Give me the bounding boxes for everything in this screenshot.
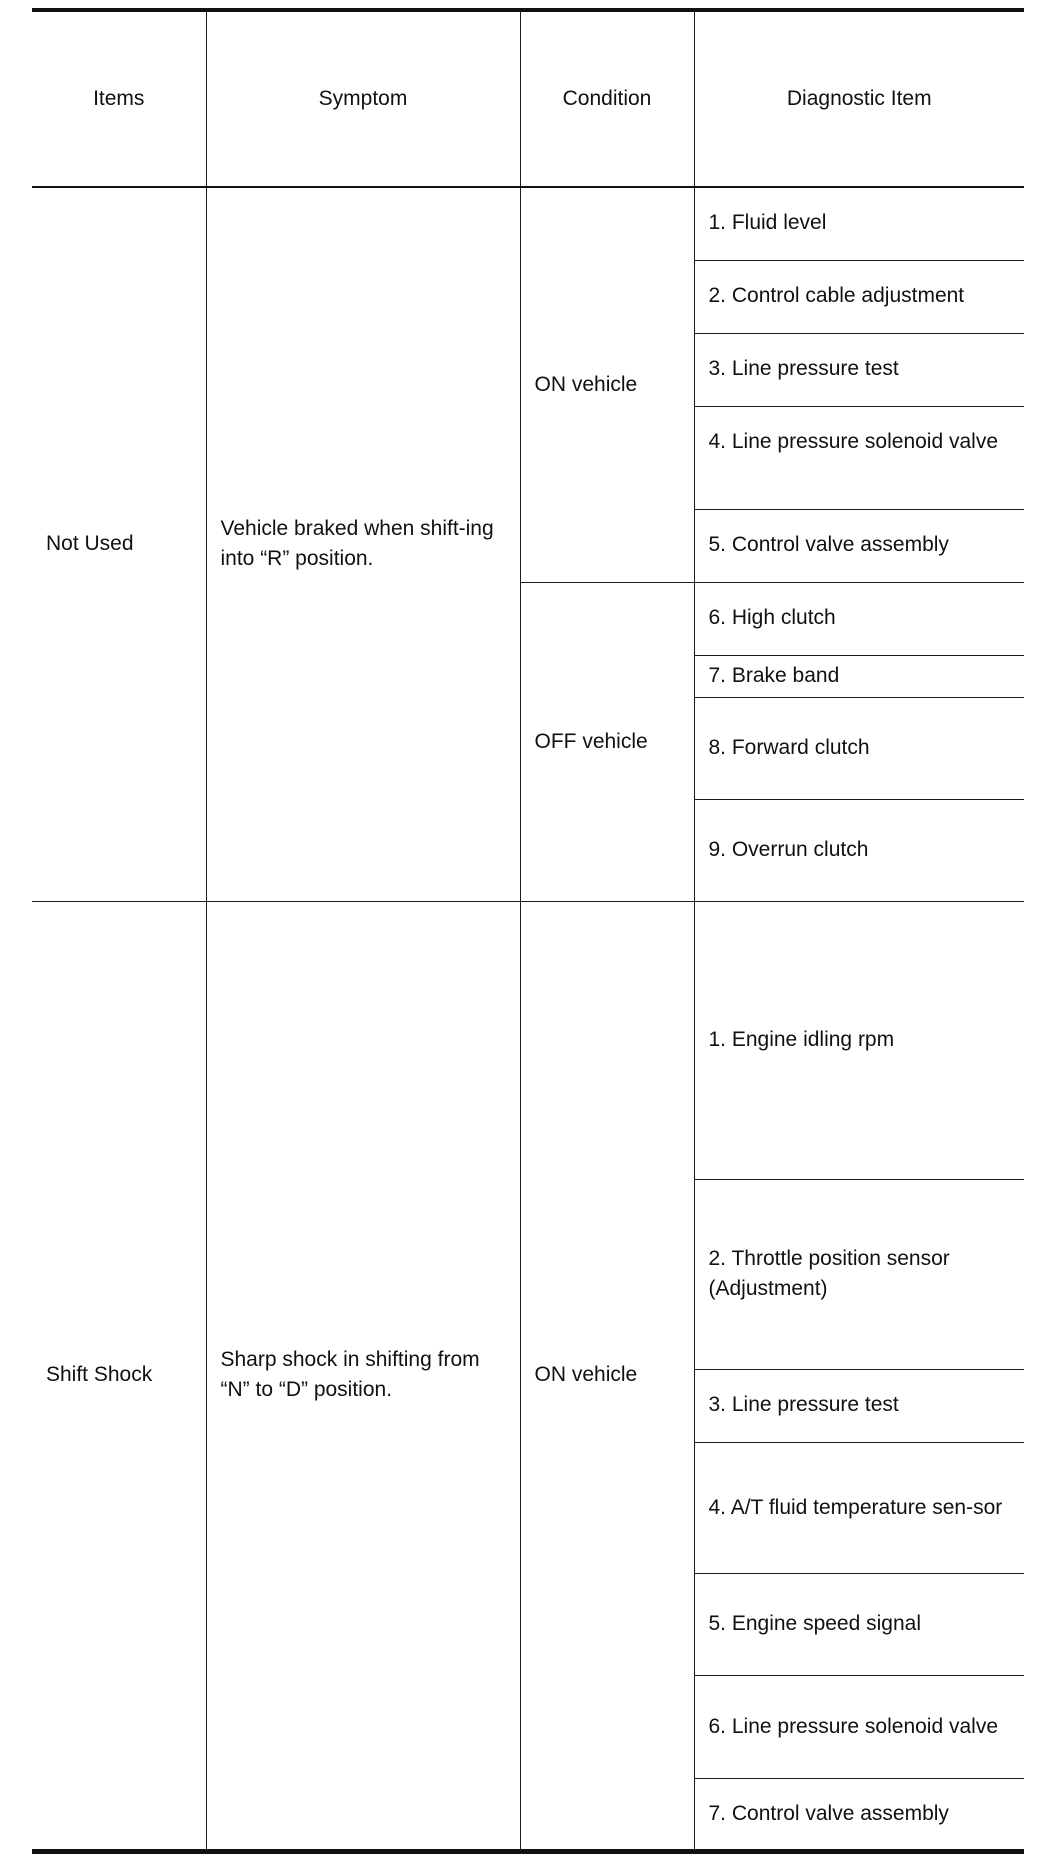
diagnostic-item: 7. Brake band	[694, 655, 1024, 697]
table-row	[32, 187, 1024, 260]
condition-cell: OFF vehicle	[520, 582, 694, 901]
diagnostic-item: 1. Fluid level	[694, 187, 1024, 260]
header-row	[32, 10, 1024, 187]
diagnostic-item: 8. Forward clutch	[694, 697, 1024, 799]
diagnostic-item: 4. Line pressure solenoid valve	[694, 406, 1024, 509]
diagnostic-item: 9. Overrun clutch	[694, 799, 1024, 901]
condition-cell: ON vehicle	[520, 187, 694, 582]
condition-cell: ON vehicle	[520, 901, 694, 1851]
symptom-cell: Sharp shock in shifting from “N” to “D” position.	[206, 901, 520, 1851]
symptom-cell: Vehicle braked when shift-ing into “R” position.	[206, 187, 520, 901]
table-row	[32, 901, 1024, 1179]
header-symptom: Symptom	[206, 10, 520, 187]
diagnostic-item: 1. Engine idling rpm	[694, 901, 1024, 1179]
diagnostic-item: 6. Line pressure solenoid valve	[694, 1675, 1024, 1778]
diagnostic-item: 3. Line pressure test	[694, 333, 1024, 406]
item-cell: Shift Shock	[32, 901, 206, 1851]
item-cell: Not Used	[32, 187, 206, 901]
diagnostic-item: 2. Throttle position sensor (Adjustment)	[694, 1179, 1024, 1369]
diagnostic-item: 3. Line pressure test	[694, 1369, 1024, 1442]
diagnosis-table	[32, 8, 1024, 1854]
header-diagnostic-item: Diagnostic Item	[694, 10, 1024, 187]
diagnostic-item: 7. Control valve assembly	[694, 1778, 1024, 1851]
header-condition: Condition	[520, 10, 694, 187]
table-body	[32, 187, 1024, 1851]
diagnostic-item: 6. High clutch	[694, 582, 1024, 655]
diagnostic-item: 5. Control valve assembly	[694, 509, 1024, 582]
diagnostic-item: 4. A/T fluid temperature sen-sor	[694, 1442, 1024, 1573]
table-header	[32, 10, 1024, 187]
diagnostic-item: 2. Control cable adjustment	[694, 260, 1024, 333]
diagnostic-item: 5. Engine speed signal	[694, 1573, 1024, 1675]
header-items: Items	[32, 10, 206, 187]
